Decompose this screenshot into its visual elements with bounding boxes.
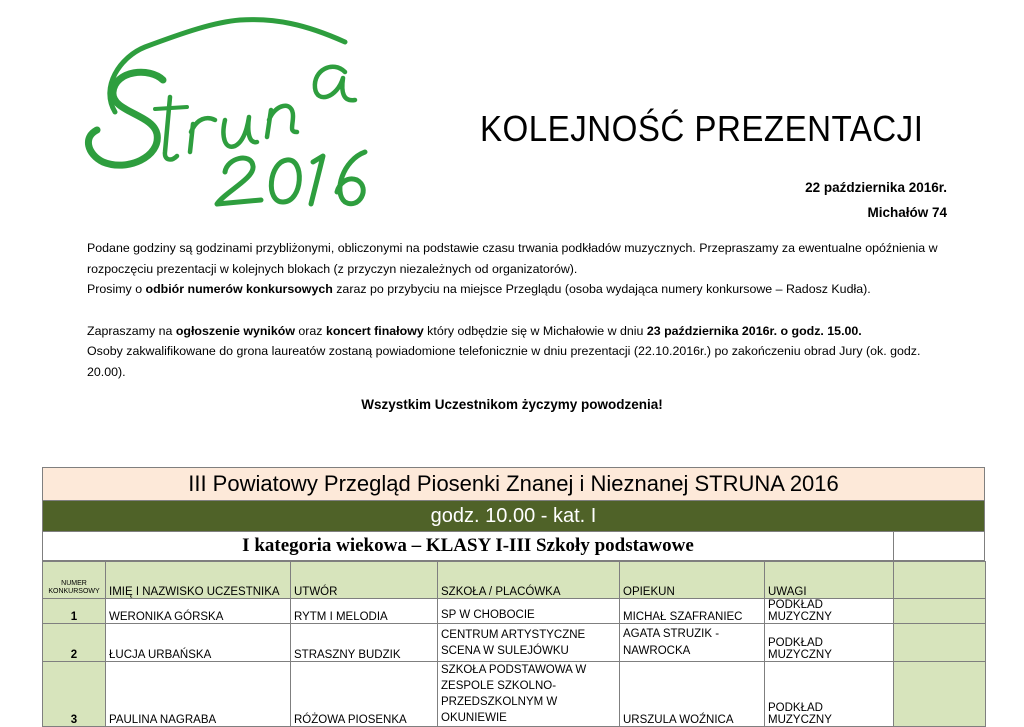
page-title: KOLEJNOŚĆ PREZENTACJI — [480, 108, 924, 149]
row-name: WERONIKA GÓRSKA — [106, 599, 291, 624]
col-school: SZKOŁA / PLACÓWKA — [438, 562, 620, 599]
row-number: 2 — [43, 624, 106, 662]
notes-block — [87, 238, 947, 383]
time-row: godz. 10.00 - kat. I — [42, 501, 985, 532]
note-bold: 23 października 2016r. o godz. 15.00. — [646, 323, 862, 338]
row-song: STRASZNY BUDZIK — [291, 624, 438, 662]
row-name: PAULINA NAGRABA — [106, 662, 291, 727]
row-number: 1 — [43, 599, 106, 624]
row-tutor: AGATA STRUZIK - NAWROCKA — [620, 624, 765, 662]
table-row — [43, 624, 986, 662]
row-school: CENTRUM ARTYSTYCZNE SCENA W SULEJÓWKU — [438, 624, 620, 662]
note-paragraph — [87, 321, 947, 342]
note-bold: odbiór numerów konkursowych — [145, 282, 333, 297]
table-row — [43, 599, 986, 624]
row-empty — [894, 624, 986, 662]
wish-text: Wszystkim Uczestnikom życzymy powodzenia! — [361, 397, 663, 412]
struna-2016-logo — [75, 12, 385, 212]
event-date: 22 października 2016r. — [805, 180, 947, 195]
note-paragraph: Podane godziny są godzinami przybliżonymi, obliczonymi na podstawie czasu trwania podkładów muzycznych. Przepraszamy za ewentualne opóźnienia w rozpoczęciu prezentacji w kolejnych blokach (z przyczyn niezależnych od organizatorów). — [87, 241, 938, 276]
row-number: 3 — [43, 662, 106, 727]
col-song: UTWÓR — [291, 562, 438, 599]
row-notes: PODKŁAD MUZYCZNY — [765, 662, 894, 727]
event-name-row: III Powiatowy Przegląd Piosenki Znanej i Nieznanej STRUNA 2016 — [42, 467, 985, 501]
col-empty — [894, 562, 986, 599]
col-number: NUMER KONKURSOWY — [43, 562, 106, 599]
row-empty — [894, 662, 986, 727]
category-row — [42, 532, 985, 561]
note-text: Prosimy o — [87, 282, 146, 297]
note-text: który odbędzie się w Michałowie w dniu — [423, 323, 647, 338]
col-notes: UWAGI — [765, 562, 894, 599]
note-text: oraz — [294, 323, 326, 338]
col-name: IMIĘ I NAZWISKO UCZESTNIKA — [106, 562, 291, 599]
row-empty — [894, 599, 986, 624]
event-place: Michałów 74 — [867, 205, 947, 220]
row-school: SZKOŁA PODSTAWOWA W ZESPOLE SZKOLNO-PRZEDSZKOLNYM W OKUNIEWIE — [438, 662, 620, 727]
note-paragraph — [87, 279, 947, 300]
table-row — [43, 662, 986, 727]
note-paragraph: Osoby zakwalifikowane do grona laureatów zostaną powiadomione telefonicznie w dniu prezentacji (22.10.2016r.) po zakończeniu obrad Jury (ok. godz. 20.00). — [87, 344, 921, 379]
row-song: RÓŻOWA PIOSENKA — [291, 662, 438, 727]
note-bold: koncert finałowy — [325, 323, 424, 338]
row-notes: PODKŁAD MUZYCZNY — [765, 624, 894, 662]
row-tutor: URSZULA WOŹNICA — [620, 662, 765, 727]
row-name: ŁUCJA URBAŃSKA — [106, 624, 291, 662]
schedule-table — [42, 467, 985, 727]
note-text: Zapraszamy na — [87, 323, 176, 338]
note-text: zaraz po przybyciu na miejsce Przeglądu (osoba wydająca numery konkursowe – Radosz Kudła). — [332, 282, 871, 297]
note-bold: ogłoszenie wyników — [175, 323, 295, 338]
column-header-row — [43, 562, 986, 599]
row-tutor: MICHAŁ SZAFRANIEC — [620, 599, 765, 624]
col-tutor: OPIEKUN — [620, 562, 765, 599]
row-song: RYTM I MELODIA — [291, 599, 438, 624]
category-label: I kategoria wiekowa – KLASY I-III Szkoły podstawowe — [43, 532, 894, 560]
category-empty-cell — [894, 532, 984, 560]
participants-grid — [42, 561, 986, 727]
row-school: SP W CHOBOCIE — [438, 599, 620, 624]
row-notes: PODKŁAD MUZYCZNY — [765, 599, 894, 624]
